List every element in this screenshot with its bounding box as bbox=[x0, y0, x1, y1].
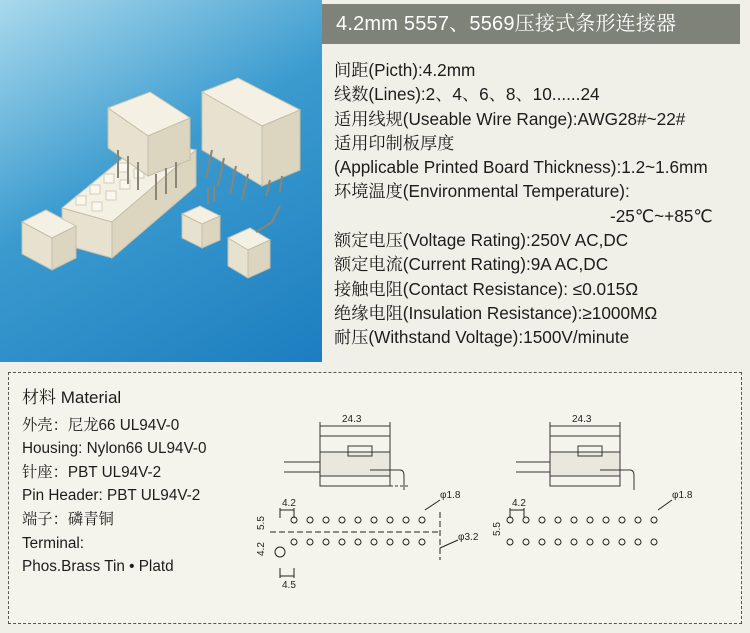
spec-temperature-value: -25℃~+85℃ bbox=[610, 205, 713, 226]
material-heading: 材料 Material bbox=[22, 388, 122, 407]
dim-hole-right: φ1.8 bbox=[672, 490, 693, 501]
pin-grid-right bbox=[507, 500, 672, 545]
dim-peg-left: φ3.2 bbox=[458, 532, 479, 543]
spec-contact-resistance: 接触电阻(Contact Resistance): ≤0.015Ω bbox=[334, 278, 639, 299]
spec-wire-range: 适用线规(Useable Wire Range):AWG28#~22# bbox=[334, 108, 686, 129]
material-housing-en: Housing: Nylon66 UL94V-0 bbox=[22, 440, 207, 458]
technical-drawing bbox=[240, 400, 740, 625]
material-list bbox=[22, 386, 262, 579]
spec-pitch: 间距(Picth):4.2mm bbox=[334, 60, 476, 80]
product-title-banner: 4.2mm 5557、5569压接式条形连接器 bbox=[322, 4, 740, 44]
connector-photo-illustration bbox=[0, 0, 322, 362]
product-photo bbox=[0, 0, 322, 362]
spec-insulation-resistance: 绝缘电阻(Insulation Resistance):≥1000MΩ bbox=[334, 302, 658, 323]
material-pin-header-en: Pin Header: PBT UL94V-2 bbox=[22, 487, 201, 505]
material-terminal-en: Phos.Brass Tin • Platd bbox=[22, 558, 174, 576]
connector-2pin-a bbox=[182, 186, 220, 248]
spec-voltage-rating: 额定电压(Voltage Rating):250V AC,DC bbox=[334, 230, 629, 251]
dim-pitch-left: 4.2 bbox=[282, 498, 296, 509]
connector-2pin-b bbox=[228, 206, 280, 278]
material-pin-header-cn: 针座：PBT UL94V-2 bbox=[22, 463, 162, 481]
dim-row-right: 5.5 bbox=[492, 522, 503, 536]
material-terminal-cn: 端子：磷青铜 bbox=[22, 510, 114, 528]
spec-current-rating: 额定电流(Current Rating):9A AC,DC bbox=[334, 254, 609, 275]
dim-row-left: 5.5 bbox=[256, 516, 267, 530]
spec-board-thickness-label: 适用印制板厚度 bbox=[334, 132, 455, 153]
connector-header-right bbox=[202, 78, 300, 200]
spec-lines: 线数(Lines):2、4、6、8、10......24 bbox=[334, 84, 600, 105]
dim-pitch-right: 4.2 bbox=[512, 498, 526, 509]
dim-offset-left: 4.5 bbox=[282, 580, 296, 591]
material-housing-cn: 外壳：尼龙66 UL94V-0 bbox=[22, 416, 180, 434]
spec-board-thickness: (Applicable Printed Board Thickness):1.2~1.6mm bbox=[334, 157, 708, 178]
spec-temperature-label: 环境温度(Environmental Temperature): bbox=[334, 181, 630, 202]
pin-grid-left bbox=[270, 500, 458, 578]
material-terminal-en-label: Terminal: bbox=[22, 534, 85, 552]
dim-pitch-left-vertical: 4.2 bbox=[256, 542, 267, 556]
dim-width-right: 24.3 bbox=[572, 414, 592, 425]
dim-width-left: 24.3 bbox=[342, 414, 362, 425]
spec-withstand-voltage: 耐压(Withstand Voltage):1500V/minute bbox=[334, 327, 630, 348]
drawing-right bbox=[516, 422, 634, 490]
spec-list bbox=[334, 58, 744, 350]
dim-hole-left: φ1.8 bbox=[440, 490, 461, 501]
drawing-left bbox=[284, 422, 410, 490]
